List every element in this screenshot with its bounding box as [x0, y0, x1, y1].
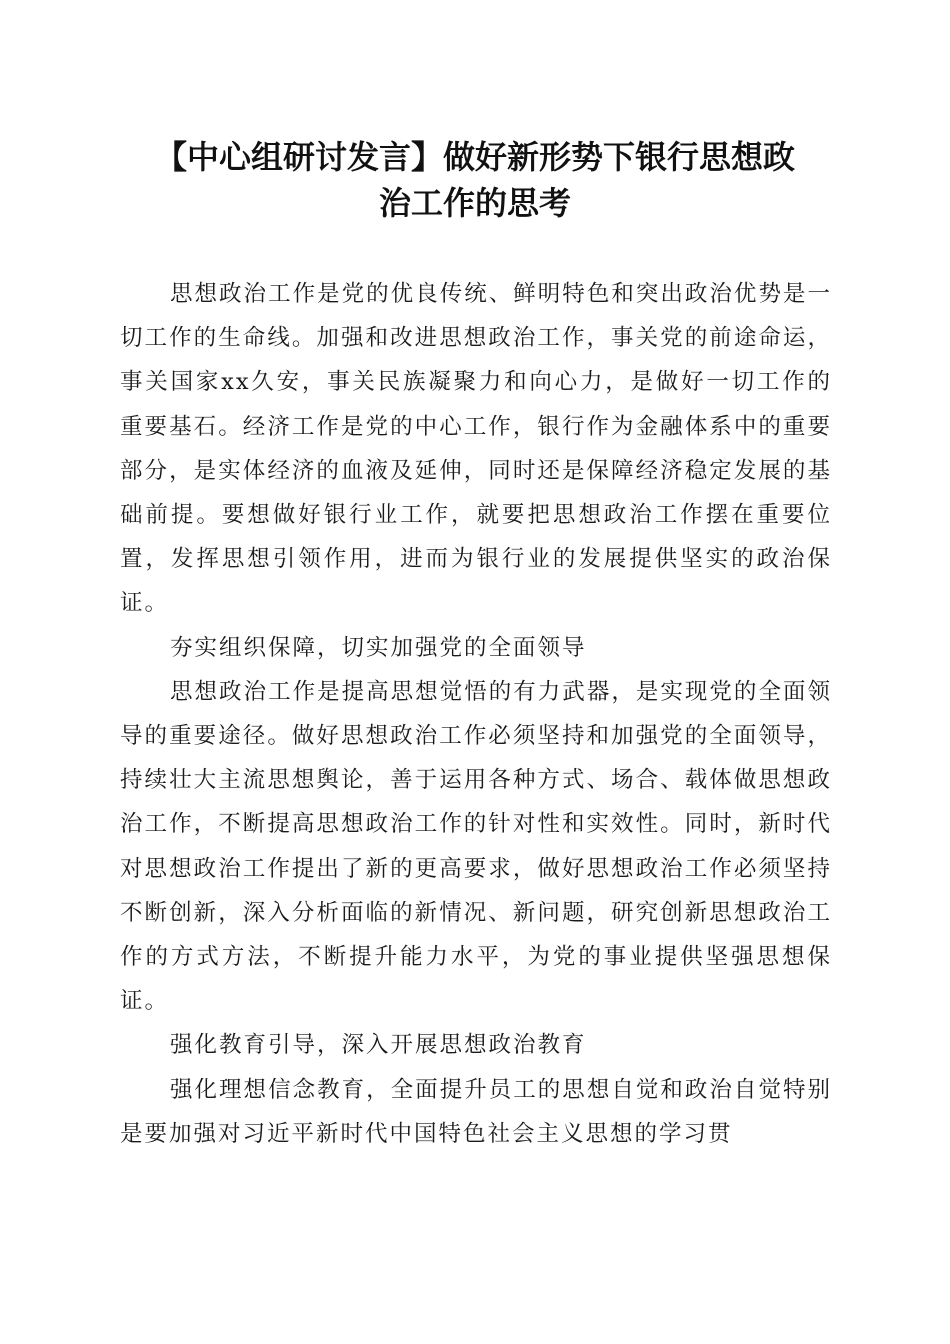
title-line-1: 【中心组研讨发言】做好新形势下银行思想政 — [154, 138, 795, 176]
intro-paragraph: 思想政治工作是党的优良传统、鲜明特色和突出政治优势是一切工作的生命线。加强和改进思想政治工作，事关党的前途命运，事关国家xx久安，事关民族凝聚力和向心力，是做好一切工作的重要基石。经济工作是党的中心工作，银行作为金融体系中的重要部分，是实体经济的血液及延伸，同时还是保障经济稳定发展的基础前提。要想做好银行业工作，就要把思想政治工作摆在重要位置，发挥思想引领作用，进而为银行业的发展提供坚实的政治保证。 — [120, 281, 832, 617]
document-title — [110, 134, 840, 226]
title-line-2: 治工作的思考 — [378, 184, 571, 222]
section-heading-education: 强化教育引导，深入开展思想政治教育 — [170, 1032, 587, 1059]
document-body — [120, 272, 832, 1156]
body-paragraph: 强化理想信念教育，全面提升员工的思想自觉和政治自觉特别是要加强对习近平新时代中国特色社会主义思想的学习贯 — [120, 1076, 832, 1147]
body-paragraph: 思想政治工作是提高思想觉悟的有力武器，是实现党的全面领导的重要途径。做好思想政治工作必须坚持和加强党的全面领导，持续壮大主流思想舆论，善于运用各种方式、场合、载体做思想政治工作，不断提高思想政治工作的针对性和实效性。同时，新时代对思想政治工作提出了新的更高要求，做好思想政治工作必须坚持不断创新，深入分析面临的新情况、新问题，研究创新思想政治工作的方式方法，不断提升能力水平，为党的事业提供坚强思想保证。 — [120, 678, 832, 1015]
section-heading-organization: 夯实组织保障，切实加强党的全面领导 — [170, 634, 587, 661]
